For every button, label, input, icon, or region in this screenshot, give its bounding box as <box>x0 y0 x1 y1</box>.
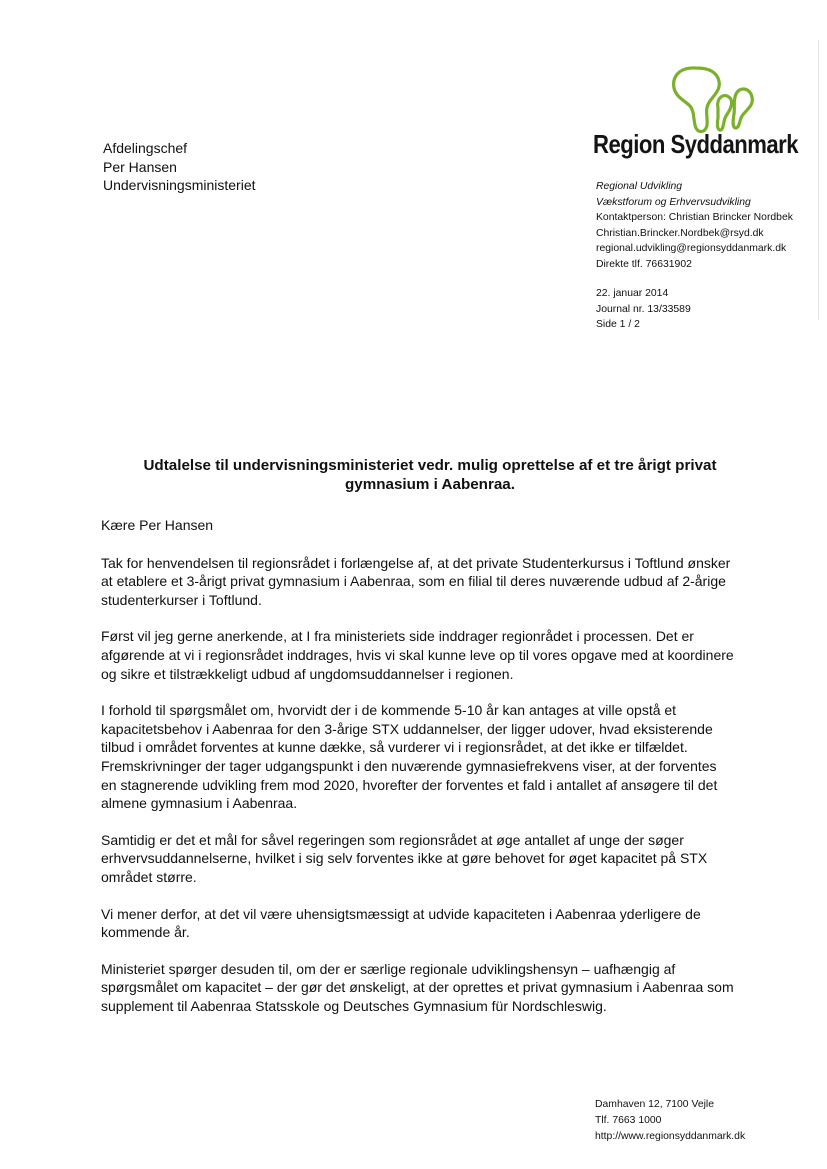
text-line: kommende år. <box>101 924 190 941</box>
text-line: spørgsmålet om kapacitet – der gør det ønskeligt, at der oprettes et privat gymnasium i Aabenraa som <box>101 979 734 996</box>
text-line: afgørende at vi i regionsrådet inddrages, hvis vi skal kunne leve op til vores opgave med at koordinere <box>101 646 734 663</box>
salutation: Kære Per Hansen <box>101 517 214 533</box>
sender-contact: Kontaktperson: Christian Brincker Nordbek <box>596 212 793 224</box>
paragraph-5 <box>101 905 741 942</box>
letter-heading <box>100 456 760 494</box>
paragraph-4 <box>101 831 741 887</box>
heading-line: Udtalelse til undervisningsministeriet vedr. mulig oprettelse af et tre årigt privat <box>143 457 717 474</box>
text-line: Fremskrivninger der tager udgangspunkt i den nuværende gymnasiefrekvens viser, at der forventes <box>101 757 717 774</box>
text-line: almene gymnasium i Aabenraa. <box>101 795 298 812</box>
recipient-name: Per Hansen <box>103 158 177 175</box>
text-line: kapacitetsbehov i Aabenraa for den 3-årige STX uddannelser, der ligger udover, hvad eksisterende <box>101 720 713 737</box>
logo-leaf-large <box>674 68 720 132</box>
paragraph-1 <box>101 554 741 610</box>
paragraph-3 <box>101 701 741 813</box>
text-line: en stagnerende udvikling frem mod 2020, hvorefter der forventes et fald i antallet af ansøgere til det <box>101 776 718 793</box>
text-line: I forhold til spørgsmålet om, hvorvidt der i de kommende 5-10 år kan antages at ville opstå et <box>101 702 677 719</box>
sender-info <box>596 179 793 273</box>
sender-email: Christian.Brincker.Nordbek@rsyd.dk <box>596 227 764 239</box>
letter-date: 22. januar 2014 <box>596 288 669 299</box>
text-line: Ministeriet spørger desuden til, om der er særlige regionale udviklingshensyn – uafhængig af <box>101 960 676 977</box>
paragraph-6 <box>101 960 741 1016</box>
text-line: Vi mener derfor, at det vil være uhensigtsmæssigt at udvide kapaciteten i Aabenraa yderligere de <box>101 905 701 922</box>
letter-body <box>101 516 741 1033</box>
recipient-address <box>103 139 256 195</box>
journal-number: Journal nr. 13/33589 <box>596 303 691 315</box>
text-line: erhvervsuddannelserne, hvilket i sig selv forventes ikke at gøre behovet for øget kapacitet på STX <box>101 850 708 867</box>
footer-street: Damhaven 12, 7100 Vejle <box>595 1099 714 1110</box>
logo-leaf-small-2 <box>733 89 752 128</box>
logo-leaf-small-1 <box>717 96 731 130</box>
text-line: Først vil jeg gerne anerkende, at I fra ministeriets side inddrager regionrådet i processen. Det er <box>101 628 694 645</box>
sender-phone: Direkte tlf. 76631902 <box>596 258 692 270</box>
scan-edge-mark <box>818 40 819 320</box>
footer-phone: Tlf. 7663 1000 <box>595 1115 662 1126</box>
letter-meta <box>596 286 691 333</box>
region-syddanmark-logo-text: Region Syddanmark <box>593 129 799 159</box>
text-line: tilbud i området forventes at kunne dække, så vurderer vi i regionsrådet, at det ikke er tilfældet. <box>101 739 688 756</box>
footer-website: http://www.regionsyddanmark.dk <box>595 1131 746 1142</box>
recipient-title: Afdelingschef <box>103 140 188 156</box>
paragraph-2 <box>101 627 741 683</box>
text-line: området større. <box>101 868 197 885</box>
sender-department: Regional Udvikling <box>596 181 683 192</box>
text-line: studenterkurser i Toftlund. <box>101 591 262 608</box>
text-line: og sikre et tilstrækkeligt udbud af ungdomsuddannelser i regionen. <box>101 665 514 682</box>
text-line: at etablere et 3-årigt privat gymnasium i Aabenraa, som en filial til deres nuværende udbud af 2-årige <box>101 573 726 590</box>
text-line: Samtidig er det et mål for såvel regeringen som regionsrådet at øge antallet af unge der søger <box>101 831 684 848</box>
heading-line: gymnasium i Aabenraa. <box>345 476 515 493</box>
text-line: Tak for henvendelsen til regionsrådet i forlængelse af, at det private Studenterkursus i Toftlund ønsker <box>101 554 731 571</box>
text-line: supplement til Aabenraa Statsskole og Deutsches Gymnasium für Nordschleswig. <box>101 997 607 1014</box>
recipient-organization: Undervisningsministeriet <box>103 177 256 193</box>
sender-unit: Vækstforum og Erhvervsudvikling <box>596 196 751 208</box>
page-number: Side 1 / 2 <box>596 319 640 331</box>
sender-email-general: regional.udvikling@regionsyddanmark.dk <box>596 243 787 255</box>
footer-address <box>595 1097 745 1145</box>
